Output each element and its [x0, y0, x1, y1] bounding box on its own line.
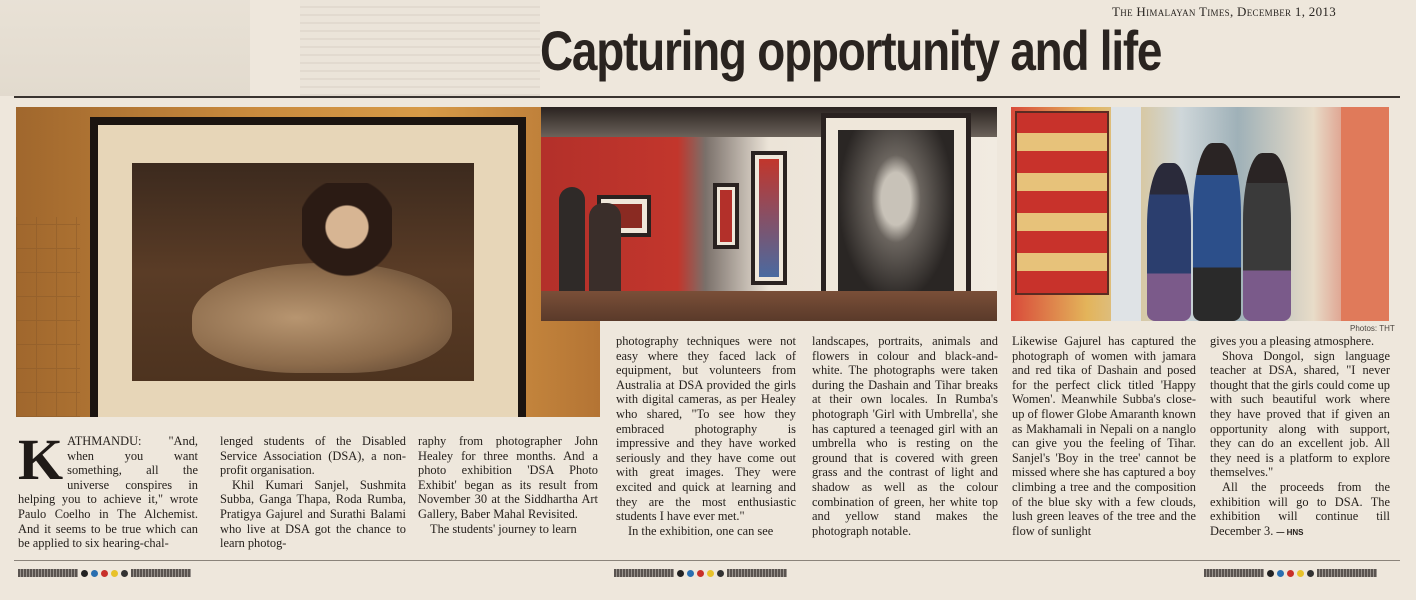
color-dot [697, 570, 704, 577]
registration-bar [1317, 569, 1377, 577]
paragraph: ATHMANDU: "And, when you want something, all the universe conspires in helping you to achieve it," wrote Paulo Coelho in The Alchemist. And it seems to be true which can be applied to six hearing-chal- [18, 434, 198, 551]
byline-signature: — HNS [1276, 527, 1304, 537]
visitor-figure [559, 187, 585, 297]
adjacent-article-scrap [0, 0, 250, 96]
paragraph: The students' journey to learn [430, 521, 577, 536]
color-dot [1267, 570, 1274, 577]
gallery-frame-narrow [713, 183, 739, 249]
color-dot [91, 570, 98, 577]
display-board [1015, 111, 1109, 295]
color-dot [1307, 570, 1314, 577]
photo-students-at-entrance [1011, 107, 1389, 321]
color-dot [101, 570, 108, 577]
visitor-figure [589, 203, 621, 299]
background-grid [16, 217, 80, 417]
adjacent-article-scrap-mid [300, 0, 540, 96]
photo-credit: Photos: THT [1350, 324, 1395, 333]
picture-frame [90, 117, 526, 417]
registration-bar [18, 569, 78, 577]
masthead: The Himalayan Times, December 1, 2013 [1112, 4, 1336, 19]
paragraph: gives you a pleasing atmosphere. [1210, 334, 1375, 348]
color-dot [717, 570, 724, 577]
headline: Capturing opportunity and life [540, 19, 1162, 82]
article-column-5 [812, 334, 998, 538]
paragraph: landscapes, portraits, animals and flowers in colour and black-and-white. The photographs were taken during the Dashain and Tihar breaks at their own locales. In Rumba's photograph 'Girl with Umbrella', she has captured a teenaged girl with an umbrella who is resting on the ground that is covered with green grass and the contrast of light and shadow as well as the colour combination of green, her white top and yellow stand makes the photograph notable. [812, 334, 998, 538]
side-wall [1341, 107, 1389, 321]
print-registration-marks [614, 567, 787, 579]
gallery-frame-portrait [821, 113, 971, 319]
article-column-3 [418, 434, 598, 536]
article-column-4 [616, 334, 796, 538]
paragraph: Shova Dongol, sign language teacher at DSA, shared, "I never thought that the girls could come up with such beautiful work where they have proved that if given an opportunity along with support, they can do an excellent job. All they need is a platform to explore themselves." [1210, 348, 1390, 480]
color-dot [81, 570, 88, 577]
student-figure [1147, 163, 1191, 321]
registration-bar [1204, 569, 1264, 577]
paragraph: Khil Kumari Sanjel, Sushmita Subba, Ganga Thapa, Roda Rumba, Pratigya Gajurel and Surathi Balami who live at DSA got the chance to learn photog- [220, 477, 406, 551]
gallery-frame-tall [751, 151, 787, 285]
color-dot [121, 570, 128, 577]
paragraph: raphy from photographer John Healey for three months. And a photo exhibition 'DSA Photo Exhibit' began as its result from November 30 at the Siddhartha Art Gallery, Baber Mahal Revisited. [418, 434, 598, 521]
registration-bar [614, 569, 674, 577]
girl-figure [302, 183, 392, 293]
article-column-2 [220, 434, 406, 551]
photo-gallery-interior [541, 107, 997, 321]
article-column-6 [1012, 334, 1196, 538]
student-figure [1243, 153, 1291, 321]
top-rule [14, 96, 1400, 98]
paragraph: Likewise Gajurel has captured the photograph of women with jamara and red tika of Dashain and posed for the perfect click titled 'Happy Women'. Meanwhile Subba's close-up of flower Globe Amaranth known as Makhamali in Nepali on a nanglo can give you the feeling of Tihar. Sanjel's 'Boy in the tree' cannot be missed where she has captured a boy climbing a tree and the composition of the blue sky with a few clouds, lush green leaves of the tree and the flow of sunlight [1012, 334, 1196, 538]
framed-print [132, 163, 474, 381]
paragraph: lenged students of the Disabled Service Association (DSA), a non-profit organisation. [220, 434, 406, 478]
student-figure [1193, 143, 1241, 321]
print-registration-marks [18, 567, 191, 579]
bottom-rule [14, 560, 1400, 561]
photo-girl-with-sheep [16, 107, 600, 417]
paragraph [1210, 480, 1390, 540]
color-dot [687, 570, 694, 577]
gallery-floor [541, 291, 997, 321]
registration-bar [727, 569, 787, 577]
doorway [1111, 107, 1141, 321]
registration-bar [131, 569, 191, 577]
article-column-1 [18, 427, 198, 551]
paragraph: In the exhibition, one can see [628, 523, 774, 538]
color-dot [1287, 570, 1294, 577]
closing-text: All the proceeds from the exhibition will go to DSA. The exhibition will continue till December 3. [1210, 479, 1390, 538]
print-registration-marks [1204, 567, 1377, 579]
color-dot [1297, 570, 1304, 577]
drop-cap: K [18, 427, 64, 492]
color-dot [707, 570, 714, 577]
color-dot [677, 570, 684, 577]
paragraph: photography techniques were not easy where they faced lack of equipment, but volunteers from Australia at DSA provided the girls with digital cameras, as per Healey who shared, "To see how they embraced photography is impressive and they have worked seriously and they have come out with great images. They were excited and quick at learning and they are the most enthusiastic students I have ever met." [616, 334, 796, 524]
color-dot [111, 570, 118, 577]
article-column-7 [1210, 334, 1390, 540]
color-dot [1277, 570, 1284, 577]
